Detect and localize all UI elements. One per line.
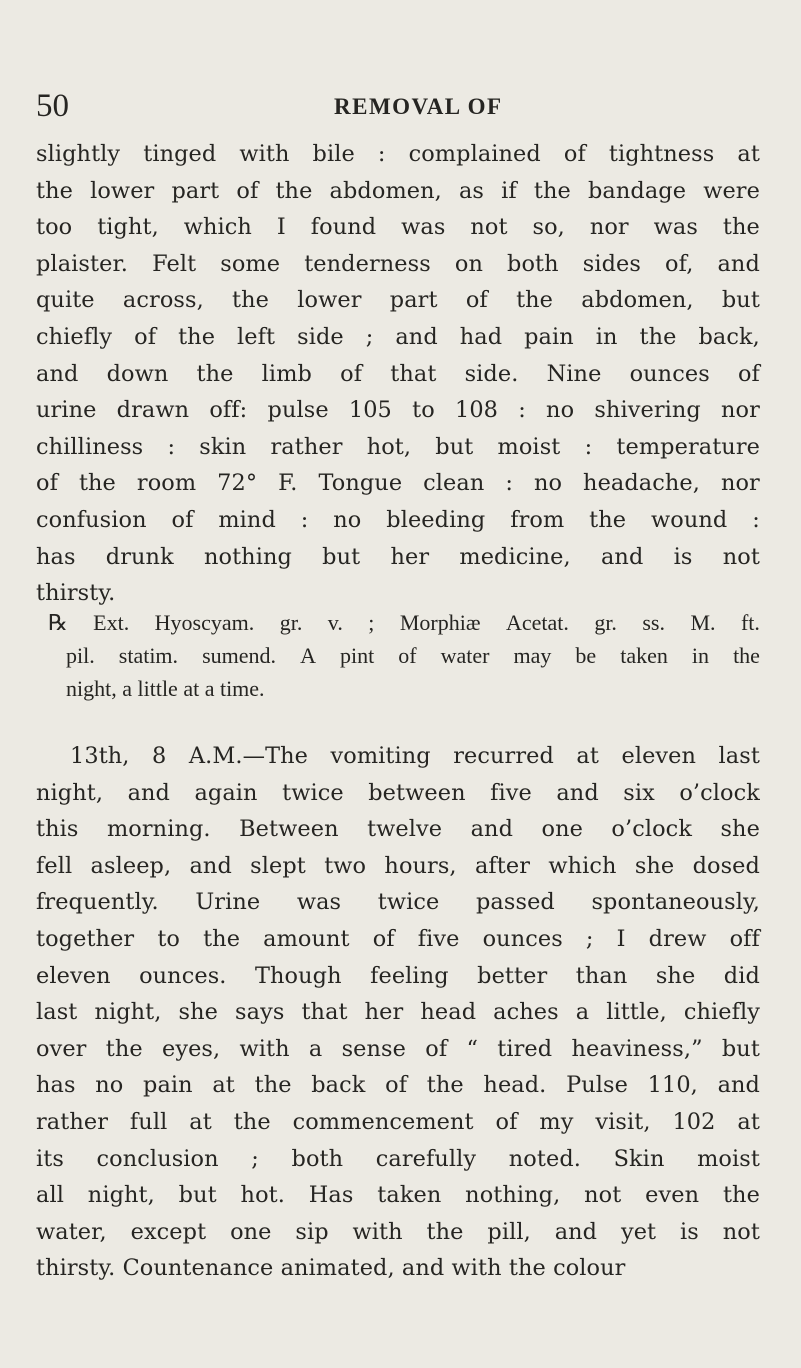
- word: full: [129, 1109, 168, 1135]
- word: a: [308, 1035, 323, 1062]
- word: lower: [90, 177, 155, 204]
- word: ounces.: [139, 962, 227, 989]
- word: eleven: [36, 962, 111, 989]
- word: hot.: [240, 1182, 285, 1209]
- word: taken: [620, 643, 668, 668]
- word: part: [389, 287, 438, 314]
- word: this: [36, 816, 79, 843]
- word: pain: [143, 1072, 193, 1099]
- word: slightly: [36, 141, 121, 167]
- word: all: [36, 1182, 64, 1209]
- word: ;: [251, 1145, 259, 1172]
- word: six: [623, 779, 655, 806]
- word: the: [78, 470, 116, 497]
- word: :: [167, 433, 176, 460]
- word: of: [737, 360, 760, 387]
- word: Acetat.: [505, 610, 569, 635]
- word: confusion: [36, 507, 147, 533]
- word: commencement: [292, 1109, 474, 1135]
- word: and: [470, 816, 514, 843]
- word: Skin: [613, 1145, 665, 1172]
- word: nothing: [203, 543, 292, 570]
- word: chiefly: [36, 324, 113, 350]
- word: and: [127, 779, 170, 806]
- word: moist: [697, 1145, 760, 1172]
- word: nothing,: [465, 1182, 561, 1209]
- word: v.: [327, 610, 343, 635]
- word: the: [533, 177, 571, 204]
- word: hours,: [384, 852, 457, 879]
- word: Hyoscyam.: [154, 610, 255, 635]
- word: “: [466, 1035, 479, 1062]
- word: again: [194, 779, 258, 806]
- word: a: [575, 999, 590, 1026]
- word: one: [230, 1218, 272, 1245]
- word: :: [752, 507, 760, 533]
- word: hot,: [366, 433, 412, 460]
- word: the: [232, 287, 270, 314]
- word: Urine: [195, 889, 261, 916]
- word: ounces: [629, 360, 710, 387]
- page-number: 50: [36, 88, 69, 124]
- word: in: [691, 643, 710, 668]
- word: of,: [665, 250, 694, 277]
- word: and: [189, 852, 232, 879]
- word: the: [36, 177, 73, 204]
- word: of: [385, 1072, 408, 1099]
- word: :: [584, 433, 593, 460]
- word: sense: [341, 1035, 406, 1062]
- word: moist: [497, 433, 561, 460]
- word: her: [390, 543, 430, 570]
- word: not: [470, 214, 508, 241]
- word: at: [212, 1072, 235, 1099]
- word: F.: [278, 470, 298, 497]
- word: across,: [122, 287, 204, 314]
- word: had: [459, 324, 503, 350]
- word: fell: [36, 852, 73, 879]
- word: drunk: [105, 543, 174, 570]
- word: :: [300, 507, 309, 533]
- word: vomiting: [330, 743, 431, 769]
- word: last: [718, 743, 760, 769]
- word: sip: [295, 1218, 329, 1245]
- word: together: [36, 926, 135, 952]
- word: visit,: [595, 1109, 651, 1135]
- word: Ext.: [93, 610, 130, 635]
- word: complained: [408, 141, 541, 167]
- word: spontaneously,: [591, 889, 760, 916]
- word: off:: [209, 397, 248, 424]
- word: plaister.: [36, 250, 129, 277]
- word: over: [36, 1035, 87, 1062]
- word: frequently.: [36, 889, 159, 916]
- word: 108: [454, 397, 499, 424]
- word: down: [106, 360, 169, 387]
- word: of: [372, 926, 395, 952]
- word: the: [178, 324, 216, 350]
- word: is: [673, 543, 693, 570]
- word: from: [510, 507, 565, 533]
- word: of: [171, 507, 194, 533]
- word: limb: [261, 360, 312, 387]
- word: last: [36, 999, 78, 1026]
- word: too: [36, 214, 73, 241]
- word: ss.: [642, 610, 665, 635]
- word: which: [183, 214, 252, 241]
- word: she: [655, 962, 696, 989]
- word: pill,: [487, 1218, 531, 1245]
- word: of: [340, 360, 363, 387]
- word: of: [36, 470, 58, 497]
- word: but: [435, 433, 474, 460]
- word: of: [495, 1109, 518, 1135]
- word: abdomen,: [329, 177, 442, 204]
- word: Has: [308, 1182, 354, 1209]
- word: and: [556, 779, 599, 806]
- word: back: [311, 1072, 366, 1099]
- text-line: [66, 639, 760, 673]
- word: 13th,: [70, 743, 130, 769]
- word: except: [130, 1218, 207, 1245]
- word: she: [178, 999, 218, 1026]
- word: skin: [199, 433, 247, 460]
- running-title: REMOVAL OF: [334, 94, 503, 119]
- word: 102: [672, 1109, 716, 1135]
- word: feeling: [370, 962, 449, 989]
- text-line: thirsty. Countenance animated, and with the colour: [36, 1255, 626, 1282]
- word: the: [233, 1109, 271, 1135]
- word: A: [300, 643, 316, 668]
- word: has: [36, 543, 76, 570]
- word: yet: [620, 1218, 657, 1245]
- word: clean: [423, 470, 485, 497]
- word: bile: [312, 141, 355, 167]
- word: Between: [239, 816, 339, 843]
- word: room: [136, 470, 197, 497]
- word: ;: [365, 324, 374, 350]
- word: Morphiæ: [399, 610, 481, 635]
- word: bandage: [588, 177, 687, 204]
- word: drew: [648, 926, 707, 952]
- word: ℞: [48, 610, 68, 635]
- word: :: [377, 141, 386, 167]
- word: night,: [94, 999, 162, 1026]
- word: drawn: [116, 397, 190, 424]
- word: she: [634, 852, 675, 879]
- word: 72°: [217, 470, 258, 497]
- word: conclusion: [96, 1145, 219, 1172]
- word: its: [36, 1145, 64, 1172]
- word: no: [333, 507, 362, 533]
- word: I: [276, 214, 286, 241]
- word: to: [412, 397, 435, 424]
- word: chilliness: [36, 433, 144, 460]
- word: at: [737, 1109, 760, 1135]
- word: the: [196, 360, 234, 387]
- word: the: [589, 507, 627, 533]
- word: chiefly: [683, 999, 760, 1026]
- word: no: [533, 470, 563, 497]
- word: carefully: [375, 1145, 477, 1172]
- word: at: [576, 743, 599, 769]
- word: ft.: [740, 610, 760, 635]
- word: noted.: [508, 1145, 581, 1172]
- word: pint: [339, 643, 375, 668]
- word: did: [723, 962, 760, 989]
- word: not: [584, 1182, 622, 1209]
- word: headache,: [583, 470, 700, 497]
- word: back,: [698, 324, 760, 350]
- word: A.M.—The: [188, 743, 308, 769]
- word: twice: [282, 779, 344, 806]
- word: Though: [254, 962, 342, 989]
- word: was: [401, 214, 446, 241]
- word: eleven: [621, 743, 697, 769]
- word: the: [516, 287, 554, 314]
- word: temperature: [616, 433, 760, 460]
- word: but: [322, 543, 361, 570]
- word: was: [653, 214, 698, 241]
- word: so,: [532, 214, 565, 241]
- word: the: [722, 1182, 760, 1209]
- word: dosed: [692, 852, 760, 879]
- word: gr.: [279, 610, 303, 635]
- page-header: [36, 86, 756, 126]
- word: aches: [493, 999, 559, 1026]
- word: side: [297, 324, 344, 350]
- word: and: [554, 1218, 598, 1245]
- word: part: [171, 177, 220, 204]
- word: be: [575, 643, 597, 668]
- word: her: [364, 999, 404, 1026]
- word: :: [505, 470, 513, 497]
- word: ;: [585, 926, 594, 952]
- word: on: [454, 250, 483, 277]
- word: better: [477, 962, 548, 989]
- word: mind: [218, 507, 276, 533]
- word: Felt: [152, 250, 197, 277]
- word: little,: [606, 999, 667, 1026]
- text-line: night, a little at a time.: [66, 676, 265, 701]
- word: but: [178, 1182, 217, 1209]
- word: left: [237, 324, 276, 350]
- word: the: [105, 1035, 143, 1062]
- word: with: [239, 141, 290, 167]
- word: night,: [87, 1182, 155, 1209]
- word: nor: [720, 470, 760, 497]
- word: no: [95, 1072, 124, 1099]
- word: I: [616, 926, 626, 952]
- word: Tongue: [318, 470, 403, 497]
- word: and: [36, 360, 79, 387]
- word: medicine,: [459, 543, 571, 570]
- word: pil.: [66, 643, 95, 668]
- word: as: [458, 177, 485, 204]
- word: of: [563, 141, 586, 167]
- word: quite: [36, 287, 95, 314]
- word: gr.: [594, 610, 617, 635]
- word: Nine: [546, 360, 602, 387]
- word: at: [189, 1109, 212, 1135]
- word: o’clock: [679, 779, 760, 806]
- word: the: [426, 1218, 464, 1245]
- word: no: [546, 397, 575, 424]
- word: five: [417, 926, 460, 952]
- word: that: [301, 999, 348, 1026]
- word: were: [703, 177, 760, 204]
- word: is: [680, 1218, 699, 1245]
- word: M.: [690, 610, 716, 635]
- text-line: thirsty.: [36, 580, 116, 607]
- word: the: [639, 324, 677, 350]
- word: found: [310, 214, 377, 241]
- word: with: [352, 1218, 403, 1245]
- word: the: [733, 643, 760, 668]
- word: my: [539, 1109, 574, 1135]
- word: says: [235, 999, 285, 1026]
- word: lower: [297, 287, 362, 314]
- word: but: [721, 287, 760, 314]
- word: the: [275, 177, 313, 204]
- word: sumend.: [202, 643, 277, 668]
- text-line: [48, 606, 760, 640]
- word: and: [717, 1072, 760, 1099]
- word: nor: [721, 397, 760, 424]
- word: water,: [36, 1218, 107, 1245]
- word: some: [220, 250, 281, 277]
- word: the: [203, 926, 241, 952]
- word: wound: [651, 507, 728, 533]
- word: 105: [348, 397, 392, 424]
- word: twelve: [367, 816, 443, 843]
- word: than: [575, 962, 628, 989]
- word: asleep,: [90, 852, 172, 879]
- word: not: [722, 543, 760, 570]
- word: rather: [36, 1109, 109, 1135]
- word: if: [501, 177, 517, 204]
- word: amount: [263, 926, 350, 952]
- word: tired: [497, 1035, 553, 1062]
- word: bleeding: [386, 507, 486, 533]
- word: tightness: [608, 141, 715, 167]
- word: of: [425, 1035, 448, 1062]
- word: even: [645, 1182, 700, 1209]
- word: slept: [250, 852, 306, 879]
- word: was: [296, 889, 342, 916]
- word: urine: [36, 397, 97, 424]
- word: off: [729, 926, 760, 952]
- word: eyes,: [161, 1035, 221, 1062]
- word: water: [440, 643, 490, 668]
- word: night,: [36, 779, 104, 806]
- word: of: [236, 177, 259, 204]
- word: head.: [483, 1072, 547, 1099]
- word: the: [254, 1072, 292, 1099]
- word: 8: [152, 743, 167, 769]
- word: one: [541, 816, 583, 843]
- word: with: [239, 1035, 290, 1062]
- word: to: [157, 926, 180, 952]
- word: but: [721, 1035, 760, 1062]
- word: in: [595, 324, 618, 350]
- word: has: [36, 1072, 76, 1099]
- word: abdomen,: [581, 287, 694, 314]
- word: o’clock: [611, 816, 692, 843]
- word: both: [507, 250, 559, 277]
- word: may: [513, 643, 552, 668]
- word: heaviness,”: [571, 1035, 703, 1062]
- word: between: [368, 779, 466, 806]
- word: and: [395, 324, 438, 350]
- word: shivering: [594, 397, 701, 424]
- word: sides: [582, 250, 641, 277]
- word: passed: [476, 889, 555, 916]
- word: the: [722, 214, 760, 241]
- word: ;: [368, 610, 375, 635]
- word: after: [474, 852, 531, 879]
- word: tenderness: [304, 250, 431, 277]
- word: two: [324, 852, 367, 879]
- word: both: [291, 1145, 344, 1172]
- word: pain: [524, 324, 574, 350]
- text-line: [36, 535, 760, 579]
- word: tinged: [143, 141, 217, 167]
- word: which: [548, 852, 617, 879]
- word: she: [720, 816, 760, 843]
- word: the: [426, 1072, 464, 1099]
- word: taken: [377, 1182, 442, 1209]
- word: Pulse: [566, 1072, 628, 1099]
- word: rather: [270, 433, 343, 460]
- word: of: [398, 643, 417, 668]
- word: head: [420, 999, 477, 1026]
- word: side.: [464, 360, 519, 387]
- word: and: [717, 250, 760, 277]
- word: morning.: [106, 816, 211, 843]
- word: statim.: [118, 643, 179, 668]
- word: recurred: [453, 743, 554, 769]
- word: :: [518, 397, 526, 424]
- word: of: [465, 287, 488, 314]
- word: tight,: [97, 214, 159, 241]
- word: ounces: [482, 926, 563, 952]
- word: at: [737, 141, 760, 167]
- word: that: [390, 360, 437, 387]
- word: not: [722, 1218, 760, 1245]
- word: and: [600, 543, 644, 570]
- word: pulse: [267, 397, 329, 424]
- word: twice: [377, 889, 440, 916]
- word: nor: [589, 214, 629, 241]
- word: five: [490, 779, 532, 806]
- word: 110,: [647, 1072, 698, 1099]
- word: of: [134, 324, 157, 350]
